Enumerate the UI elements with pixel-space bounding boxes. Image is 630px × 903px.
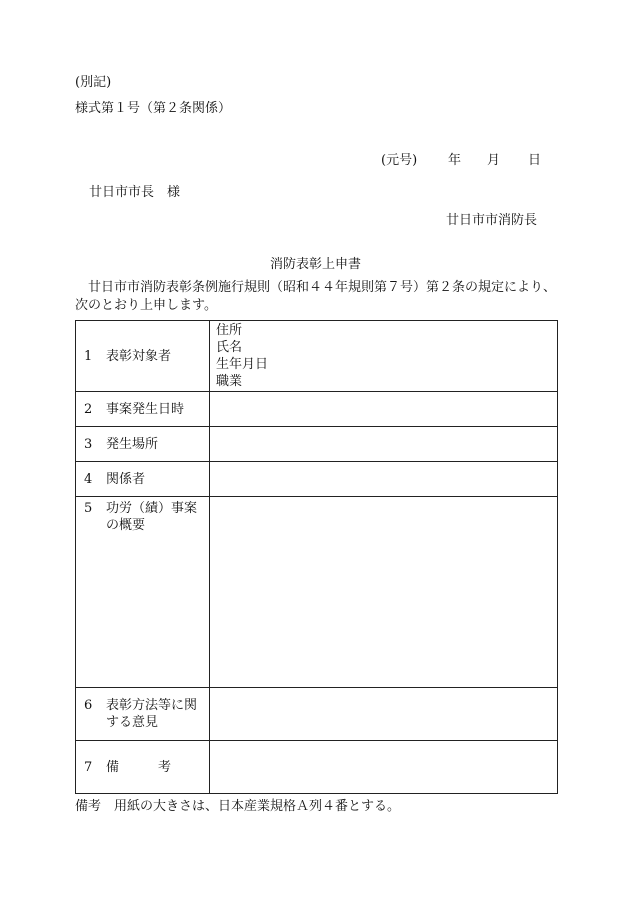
table-row — [76, 497, 558, 688]
commendation-opinion-cell[interactable] — [210, 688, 558, 741]
row-number: 7 — [84, 759, 93, 775]
row-label: 発生場所 — [106, 436, 159, 452]
table-row — [76, 392, 558, 427]
row-number: 2 — [84, 401, 93, 417]
row-label-cell — [76, 688, 210, 741]
row-number: 4 — [84, 471, 93, 487]
year-label: 年 — [448, 153, 462, 168]
merit-summary-cell[interactable] — [210, 497, 558, 688]
day-label: 日 — [528, 153, 542, 168]
document-title: 消防表彰上申書 — [270, 257, 362, 272]
row-label: 関係者 — [106, 471, 146, 487]
subject-info-cell[interactable] — [210, 321, 558, 392]
application-table — [75, 320, 558, 794]
row-label-cell — [76, 427, 210, 462]
annex-label: (別記) — [75, 75, 112, 90]
row-label-cell — [76, 321, 210, 392]
table-row — [76, 427, 558, 462]
row-number: 5 — [84, 501, 93, 516]
name-label: 氏名 — [216, 340, 243, 355]
related-persons-cell[interactable] — [210, 462, 558, 497]
row-label-cell — [76, 462, 210, 497]
table-row — [76, 462, 558, 497]
row-number: 6 — [84, 698, 93, 713]
table-row — [76, 321, 558, 392]
birthdate-label: 生年月日 — [216, 357, 269, 372]
occupation-label: 職業 — [216, 374, 243, 389]
row-number: 1 — [84, 348, 93, 364]
sender: 廿日市市消防長 — [446, 213, 538, 228]
form-number: 様式第１号（第２条関係） — [75, 101, 232, 116]
row-label: 事案発生日時 — [106, 401, 185, 417]
row-label: 功労（績）事案の概要 — [106, 501, 198, 533]
intro-paragraph — [75, 279, 559, 315]
era-label: (元号) — [381, 153, 418, 168]
month-label: 月 — [487, 153, 501, 168]
incident-location-cell[interactable] — [210, 427, 558, 462]
row-label: 備 考 — [106, 759, 172, 775]
remarks-cell[interactable] — [210, 741, 558, 794]
footnote: 備考 用紙の大きさは、日本産業規格Ａ列４番とする。 — [75, 799, 401, 814]
row-label-wrap — [84, 500, 209, 534]
row-label: 表彰方法等に関する意見 — [106, 698, 198, 730]
row-label: 表彰対象者 — [106, 348, 172, 364]
table-row — [76, 741, 558, 794]
row-number: 3 — [84, 436, 93, 452]
table-row — [76, 688, 558, 741]
incident-datetime-cell[interactable] — [210, 392, 558, 427]
row-label-wrap — [84, 697, 209, 731]
row-label-cell — [76, 392, 210, 427]
address-label: 住所 — [216, 323, 243, 338]
row-label-cell — [76, 741, 210, 794]
addressee: 廿日市市長 様 — [89, 185, 181, 200]
row-label-cell — [76, 497, 210, 688]
intro-text: 廿日市市消防表彰条例施行規則（昭和４４年規則第７号）第２条の規定により、次のとおり上申します。 — [75, 280, 557, 313]
